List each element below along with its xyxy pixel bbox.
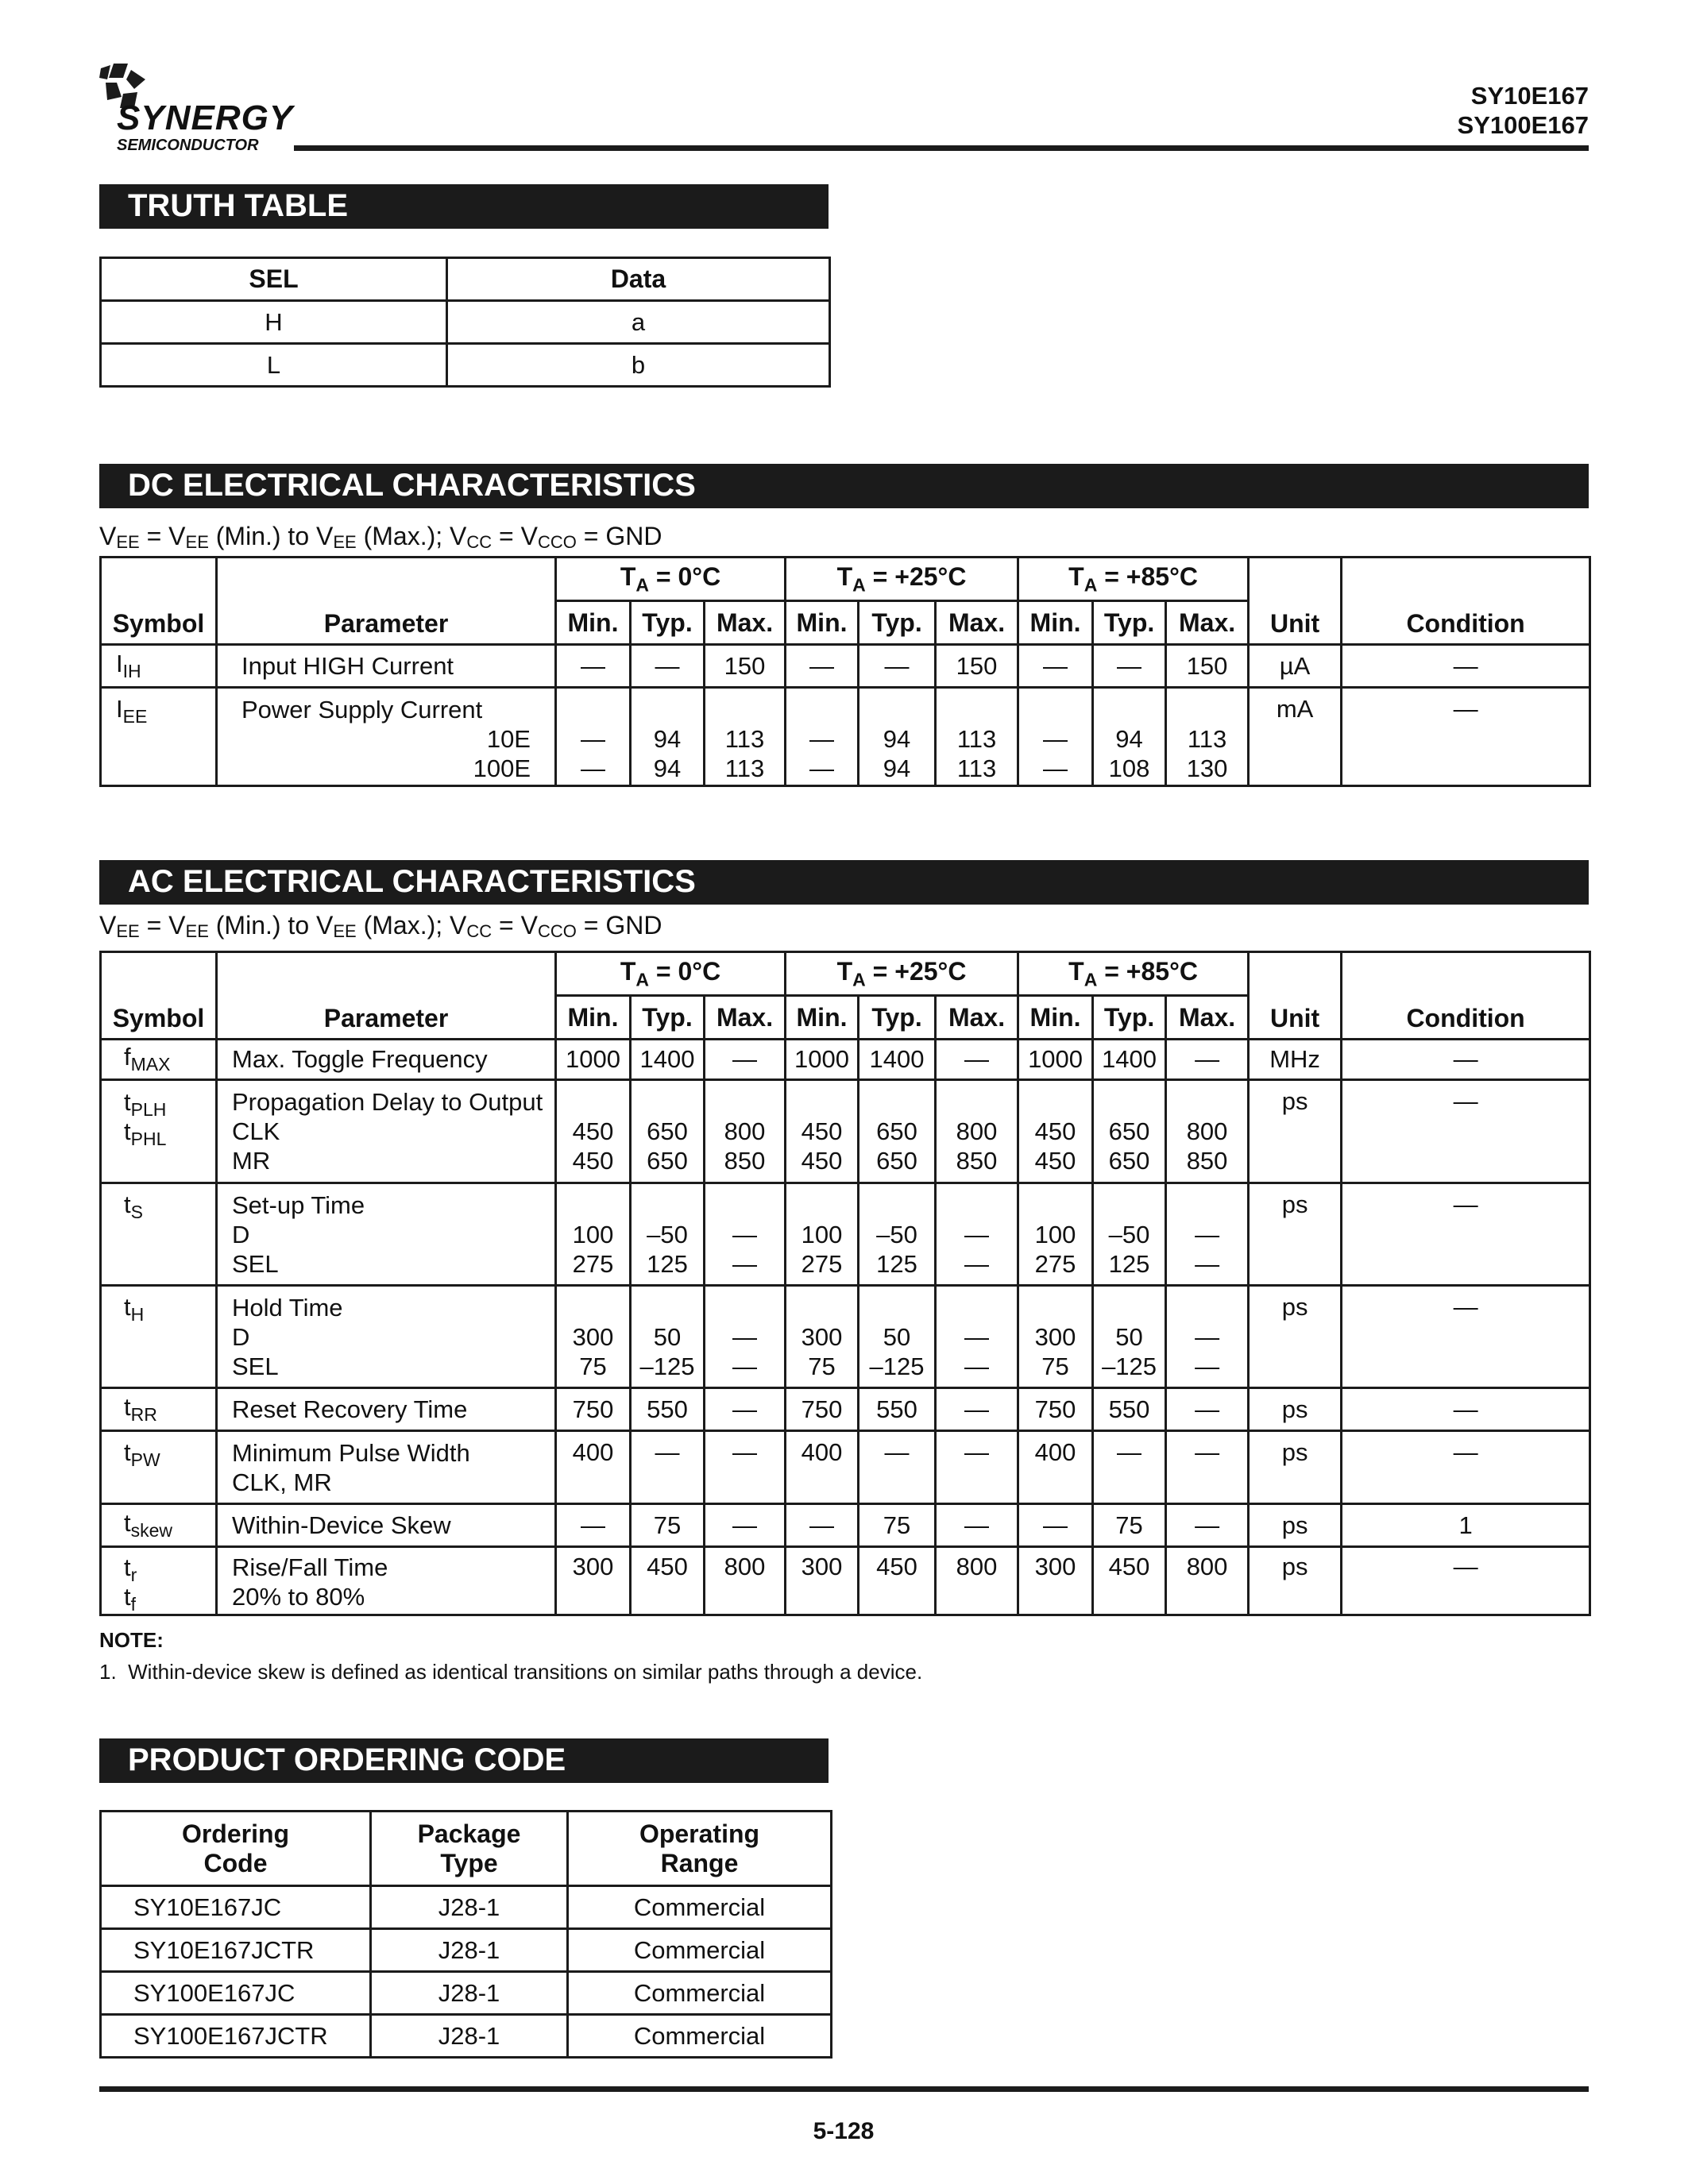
dc-col-condition: Condition <box>1342 558 1590 645</box>
ac-unit-cell: ps <box>1249 1080 1342 1183</box>
dc-value: — — <box>786 688 859 786</box>
ac-unit-cell: MHz <box>1249 1040 1342 1080</box>
dc-col-ta0: $T_A = 0^\circ C$ <box>556 558 786 601</box>
dc-value: 150 <box>936 645 1018 688</box>
ac-value: 1400 <box>1093 1040 1166 1080</box>
ac-col-max: Max. <box>1166 996 1249 1040</box>
ac-condition-cell: — <box>1342 1183 1590 1286</box>
ordering-range-cell: Commercial <box>568 1929 832 1972</box>
ac-col-min: Min. <box>1018 996 1093 1040</box>
dc-col-typ: Typ. <box>1093 601 1166 645</box>
ac-value: 300 75 <box>786 1286 859 1388</box>
ordering-col-code: Ordering Code <box>101 1812 371 1886</box>
dc-col-parameter: Parameter <box>217 558 556 645</box>
table-row <box>101 1431 1590 1504</box>
ac-col-min: Min. <box>556 996 631 1040</box>
ac-value: 450 450 <box>1018 1080 1093 1183</box>
ac-value: 650 650 <box>631 1080 705 1183</box>
ac-col-typ: Typ. <box>1093 996 1166 1040</box>
dc-col-max: Max. <box>1166 601 1249 645</box>
ac-param-cell: Propagation Delay to Output CLK MR <box>217 1080 556 1183</box>
logo-brand-text: SYNERGY <box>117 98 294 137</box>
ac-col-ta25: $T_A = +25^\circ C$ <box>786 952 1018 996</box>
truth-table-title: TRUTH TABLE <box>99 184 829 229</box>
ordering-code-cell: SY100E167JCTR <box>101 2015 371 2058</box>
table-row <box>101 1080 1590 1183</box>
table-row <box>101 1547 1590 1615</box>
ac-value: — — <box>936 1183 1018 1286</box>
ac-value: — — <box>705 1286 786 1388</box>
ac-col-condition: Condition <box>1342 952 1590 1040</box>
ac-col-symbol: Symbol <box>101 952 217 1040</box>
ac-value: 75 <box>631 1504 705 1547</box>
table-row <box>101 1286 1590 1388</box>
dc-value: — <box>556 645 631 688</box>
ac-value: — <box>936 1388 1018 1431</box>
ac-symbol-cell: $t_{skew}$ <box>101 1504 217 1547</box>
dc-value: 94 94 <box>631 688 705 786</box>
ac-value: 400 <box>1018 1431 1093 1504</box>
dc-value: — — <box>556 688 631 786</box>
ordering-package-cell: J28-1 <box>371 2015 568 2058</box>
dc-symbol-cell: $I_{EE}$ <box>101 688 217 786</box>
table-row <box>101 2015 832 2058</box>
truth-sel-cell: H <box>101 301 447 344</box>
ac-condition-cell: — <box>1342 1286 1590 1388</box>
ac-symbol-cell: $t_H$ <box>101 1286 217 1388</box>
ac-value: — — <box>1166 1183 1249 1286</box>
ac-value: 450 450 <box>786 1080 859 1183</box>
ordering-col-range: Operating Range <box>568 1812 832 1886</box>
ac-col-max: Max. <box>705 996 786 1040</box>
dc-section-title: DC ELECTRICAL CHARACTERISTICS <box>99 464 1589 508</box>
table-row <box>101 1929 832 1972</box>
dc-param-cell: Power Supply Current 10E 100E <box>217 688 556 786</box>
ac-value: — — <box>705 1183 786 1286</box>
ac-value: — <box>859 1431 936 1504</box>
table-row <box>101 1183 1590 1286</box>
ac-value: 750 <box>1018 1388 1093 1431</box>
dc-value: 113 113 <box>705 688 786 786</box>
note-title: NOTE: <box>99 1628 164 1652</box>
ac-unit-cell: ps <box>1249 1431 1342 1504</box>
ac-value: 800 <box>705 1547 786 1615</box>
ordering-section-title: PRODUCT ORDERING CODE <box>99 1738 829 1783</box>
company-logo <box>99 62 314 153</box>
dc-value: — — <box>1018 688 1093 786</box>
ac-param-cell: Reset Recovery Time <box>217 1388 556 1431</box>
ac-condition-cell: — <box>1342 1431 1590 1504</box>
ac-value: 300 <box>786 1547 859 1615</box>
ac-param-cell: Max. Toggle Frequency <box>217 1040 556 1080</box>
ac-value: 550 <box>631 1388 705 1431</box>
dc-value: — <box>1018 645 1093 688</box>
truth-data-cell: a <box>447 301 830 344</box>
ac-value: 800 <box>936 1547 1018 1615</box>
ac-value: 450 <box>631 1547 705 1615</box>
ordering-code-cell: SY10E167JCTR <box>101 1929 371 1972</box>
ac-value: — <box>1166 1504 1249 1547</box>
ac-value: 75 <box>859 1504 936 1547</box>
ac-value: 400 <box>556 1431 631 1504</box>
ac-value: 550 <box>1093 1388 1166 1431</box>
table-row <box>101 645 1590 688</box>
table-row <box>101 1040 1590 1080</box>
ac-symbol-cell: $t_{RR}$ <box>101 1388 217 1431</box>
ac-col-typ: Typ. <box>631 996 705 1040</box>
table-row <box>101 344 830 387</box>
ac-value: 450 450 <box>556 1080 631 1183</box>
ac-value: 300 75 <box>1018 1286 1093 1388</box>
dc-col-unit: Unit <box>1249 558 1342 645</box>
dc-value: 113 113 <box>936 688 1018 786</box>
truth-col-data: Data <box>447 258 830 301</box>
ac-col-ta0: $T_A = 0^\circ C$ <box>556 952 786 996</box>
ac-condition-cell: 1 <box>1342 1504 1590 1547</box>
ac-symbol-cell: $t_S$ <box>101 1183 217 1286</box>
ac-value: — <box>631 1431 705 1504</box>
dc-condition-cell: — <box>1342 688 1590 786</box>
ac-condition-cell: — <box>1342 1040 1590 1080</box>
ac-value: 50 –125 <box>631 1286 705 1388</box>
dc-unit-cell: mA <box>1249 688 1342 786</box>
ac-value: — <box>1166 1388 1249 1431</box>
ac-value: — <box>1166 1040 1249 1080</box>
ac-unit-cell: ps <box>1249 1183 1342 1286</box>
ordering-code-cell: SY10E167JC <box>101 1886 371 1929</box>
ac-value: — <box>556 1504 631 1547</box>
ac-value: 800 850 <box>705 1080 786 1183</box>
footer-rule <box>99 2086 1589 2092</box>
dc-col-typ: Typ. <box>859 601 936 645</box>
ac-value: — <box>705 1431 786 1504</box>
dc-col-min: Min. <box>556 601 631 645</box>
dc-condition-line: $V_{EE} = V_{EE}$ (Min.) to $V_{EE}$ (Max.); $V_{CC} = V_{CCO}$ = GND <box>99 522 662 552</box>
ac-condition-line: $V_{EE} = V_{EE}$ (Min.) to $V_{EE}$ (Max.); $V_{CC} = V_{CCO}$ = GND <box>99 911 662 941</box>
ac-value: — <box>1018 1504 1093 1547</box>
dc-value: — <box>1093 645 1166 688</box>
dc-table <box>99 556 1591 787</box>
ac-value: 650 650 <box>1093 1080 1166 1183</box>
ac-unit-cell: ps <box>1249 1286 1342 1388</box>
dc-col-min: Min. <box>786 601 859 645</box>
ac-col-min: Min. <box>786 996 859 1040</box>
ac-value: 750 <box>786 1388 859 1431</box>
ac-unit-cell: ps <box>1249 1388 1342 1431</box>
ac-value: — <box>1166 1431 1249 1504</box>
dc-value: — <box>631 645 705 688</box>
ac-param-cell: Within-Device Skew <box>217 1504 556 1547</box>
ac-value: — <box>936 1504 1018 1547</box>
ac-condition-cell: — <box>1342 1547 1590 1615</box>
ac-symbol-cell: $t_r$ $t_f$ <box>101 1547 217 1615</box>
ordering-package-cell: J28-1 <box>371 1886 568 1929</box>
ac-value: — <box>1093 1431 1166 1504</box>
ac-value: 450 <box>859 1547 936 1615</box>
ac-condition-cell: — <box>1342 1080 1590 1183</box>
dc-col-ta85: $T_A = +85^\circ C$ <box>1018 558 1249 601</box>
ac-section-title: AC ELECTRICAL CHARACTERISTICS <box>99 860 1589 905</box>
dc-col-ta25: $T_A = +25^\circ C$ <box>786 558 1018 601</box>
ac-condition-cell: — <box>1342 1388 1590 1431</box>
ordering-range-cell: Commercial <box>568 1886 832 1929</box>
ac-value: — <box>936 1040 1018 1080</box>
dc-col-symbol: Symbol <box>101 558 217 645</box>
ac-value: 1400 <box>859 1040 936 1080</box>
ac-col-ta85: $T_A = +85^\circ C$ <box>1018 952 1249 996</box>
dc-value: 94 108 <box>1093 688 1166 786</box>
truth-data-cell: b <box>447 344 830 387</box>
ac-value: –50 125 <box>631 1183 705 1286</box>
ac-value: 300 <box>1018 1547 1093 1615</box>
ac-param-cell: Rise/Fall Time 20% to 80% <box>217 1547 556 1615</box>
dc-col-max: Max. <box>705 601 786 645</box>
truth-table <box>99 257 831 388</box>
dc-value: — <box>786 645 859 688</box>
ac-value: 50 –125 <box>1093 1286 1166 1388</box>
ac-param-cell: Set-up Time D SEL <box>217 1183 556 1286</box>
dc-col-typ: Typ. <box>631 601 705 645</box>
ac-col-typ: Typ. <box>859 996 936 1040</box>
ac-value: 800 850 <box>936 1080 1018 1183</box>
ordering-range-cell: Commercial <box>568 1972 832 2015</box>
ordering-range-cell: Commercial <box>568 2015 832 2058</box>
ac-value: 100 275 <box>556 1183 631 1286</box>
ac-unit-cell: ps <box>1249 1504 1342 1547</box>
ac-table <box>99 951 1591 1616</box>
dc-value: 150 <box>1166 645 1249 688</box>
dc-unit-cell: µA <box>1249 645 1342 688</box>
logo-sub-text: SEMICONDUCTOR <box>117 137 259 154</box>
ac-value: 100 275 <box>1018 1183 1093 1286</box>
ac-value: 1000 <box>786 1040 859 1080</box>
ac-value: 1400 <box>631 1040 705 1080</box>
ac-value: 800 850 <box>1166 1080 1249 1183</box>
ac-value: 300 <box>556 1547 631 1615</box>
dc-col-max: Max. <box>936 601 1018 645</box>
ac-value: 1000 <box>556 1040 631 1080</box>
ac-value: –50 125 <box>1093 1183 1166 1286</box>
ordering-code-cell: SY100E167JC <box>101 1972 371 2015</box>
ac-value: 650 650 <box>859 1080 936 1183</box>
table-row <box>101 1388 1590 1431</box>
ac-symbol-cell: $t_{PLH}$ $t_{PHL}$ <box>101 1080 217 1183</box>
table-row <box>101 1504 1590 1547</box>
ac-value: — <box>705 1504 786 1547</box>
part-number-2: SY100E167 <box>1457 111 1589 139</box>
dc-value: 150 <box>705 645 786 688</box>
table-row <box>101 301 830 344</box>
table-row <box>101 1972 832 2015</box>
table-row <box>101 688 1590 786</box>
dc-param-cell: Input HIGH Current <box>217 645 556 688</box>
ac-param-cell: Minimum Pulse Width CLK, MR <box>217 1431 556 1504</box>
ac-value: — <box>705 1040 786 1080</box>
ac-value: — <box>936 1431 1018 1504</box>
ac-value: 550 <box>859 1388 936 1431</box>
ac-param-cell: Hold Time D SEL <box>217 1286 556 1388</box>
truth-col-sel: SEL <box>101 258 447 301</box>
ac-value: 100 275 <box>786 1183 859 1286</box>
dc-condition-cell: — <box>1342 645 1590 688</box>
ac-value: — — <box>1166 1286 1249 1388</box>
note-1: 1. Within-device skew is defined as identical transitions on similar paths through a device. <box>99 1660 923 1684</box>
ac-value: 1000 <box>1018 1040 1093 1080</box>
part-number-1: SY10E167 <box>1470 82 1589 110</box>
ac-value: 450 <box>1093 1547 1166 1615</box>
ac-value: 750 <box>556 1388 631 1431</box>
truth-sel-cell: L <box>101 344 447 387</box>
ac-value: –50 125 <box>859 1183 936 1286</box>
ac-value: — <box>786 1504 859 1547</box>
header-rule <box>294 145 1589 151</box>
ac-value: 50 –125 <box>859 1286 936 1388</box>
ac-value: 300 75 <box>556 1286 631 1388</box>
ac-value: — <box>705 1388 786 1431</box>
ac-value: 75 <box>1093 1504 1166 1547</box>
ordering-col-package: Package Type <box>371 1812 568 1886</box>
ac-symbol-cell: $t_{PW}$ <box>101 1431 217 1504</box>
dc-value: — <box>859 645 936 688</box>
dc-col-min: Min. <box>1018 601 1093 645</box>
ordering-table <box>99 1810 832 2059</box>
dc-value: 113 130 <box>1166 688 1249 786</box>
ac-symbol-cell: $f_{MAX}$ <box>101 1040 217 1080</box>
ac-value: 400 <box>786 1431 859 1504</box>
page-number: 5-128 <box>813 2118 875 2144</box>
ac-col-max: Max. <box>936 996 1018 1040</box>
ordering-package-cell: J28-1 <box>371 1929 568 1972</box>
ac-value: — — <box>936 1286 1018 1388</box>
dc-symbol-cell: $I_{IH}$ <box>101 645 217 688</box>
ac-value: 800 <box>1166 1547 1249 1615</box>
ac-col-unit: Unit <box>1249 952 1342 1040</box>
ac-unit-cell: ps <box>1249 1547 1342 1615</box>
ordering-package-cell: J28-1 <box>371 1972 568 2015</box>
ac-col-parameter: Parameter <box>217 952 556 1040</box>
table-row <box>101 1886 832 1929</box>
dc-value: 94 94 <box>859 688 936 786</box>
